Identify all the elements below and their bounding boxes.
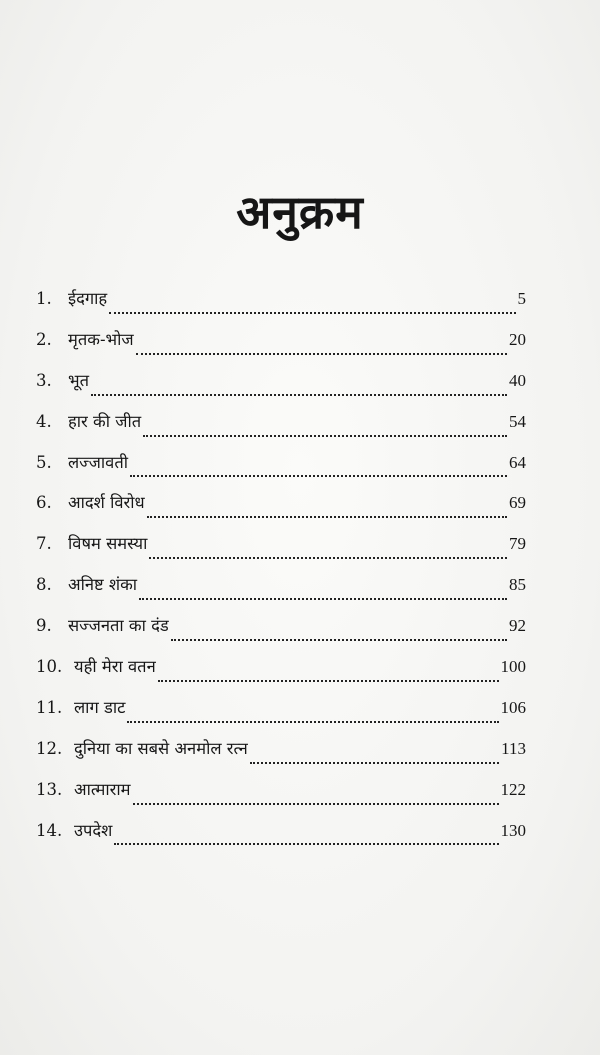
toc-entry-title: भूत [68, 370, 90, 390]
dot-leader [130, 475, 507, 477]
toc-entry [36, 736, 526, 777]
toc-entry-title: दुनिया का सबसे अनमोल रत्न [74, 738, 248, 758]
toc-entry-title: लाग डाट [74, 697, 126, 717]
toc-entry-title: उपदेश [74, 820, 113, 840]
toc-entry-number: 10. [36, 657, 63, 677]
dot-leader [149, 557, 507, 559]
toc-entry [36, 450, 526, 491]
toc-entry [36, 286, 526, 327]
toc-entry-title: सज्जनता का दंड [68, 616, 169, 636]
toc-entry-page-number: 40 [509, 370, 526, 390]
toc-entry-page-number: 100 [500, 657, 526, 677]
toc-entry-number: 14. [36, 820, 63, 840]
toc-entry-title: आदर्श विरोध [68, 493, 145, 513]
dot-leader [158, 680, 499, 682]
toc-entry-page-number: 122 [500, 779, 526, 799]
toc-entry-number: 5. [36, 452, 52, 472]
toc-entry [36, 327, 526, 368]
dot-leader [136, 353, 507, 355]
toc-entry-title: ईदगाह [68, 289, 108, 308]
toc-entry-page-number: 130 [500, 820, 526, 840]
dot-leader [171, 639, 507, 641]
toc-entry [36, 654, 526, 695]
dot-leader [91, 394, 507, 396]
toc-entry-page-number: 92 [509, 616, 526, 636]
toc-entry-title: लज्जावती [68, 452, 128, 472]
dot-leader [250, 762, 499, 764]
toc-entry-number: 3. [36, 370, 52, 390]
toc-entry [36, 409, 526, 450]
toc-entry-number: 4. [36, 411, 52, 431]
toc-entry-number: 6. [36, 493, 52, 513]
dot-leader [109, 312, 515, 314]
toc-entry [36, 777, 526, 818]
toc-entry-title: मृतक-भोज [68, 329, 134, 349]
toc-entry-page-number: 79 [509, 534, 526, 554]
toc-entry [36, 818, 526, 859]
toc-entry-number: 13. [36, 779, 63, 799]
toc-entry-number: 9. [36, 616, 52, 636]
toc-entry-page-number: 85 [509, 575, 526, 595]
toc-entry-page-number: 64 [509, 452, 526, 472]
dot-leader [143, 435, 507, 437]
page-title: अनुक्रम [236, 185, 364, 239]
toc-entry [36, 490, 526, 531]
toc-entry-page-number: 20 [509, 329, 526, 349]
toc-entry-number: 2. [36, 329, 52, 349]
toc-entry [36, 572, 526, 613]
toc-entry [36, 368, 526, 409]
toc-entry-number: 8. [36, 575, 52, 595]
toc-entry-number: 11. [36, 697, 63, 717]
toc-entry-page-number: 69 [509, 493, 526, 513]
toc-entry-title: अनिष्ट शंका [68, 575, 138, 595]
toc-entry [36, 613, 526, 654]
toc-entry-page-number: 5 [517, 289, 526, 308]
toc-entry [36, 695, 526, 736]
toc-entry-number: 12. [36, 738, 63, 758]
toc-entry-number: 7. [36, 534, 52, 554]
toc-entry-title: यही मेरा वतन [74, 657, 156, 677]
toc-entry-title: आत्माराम [74, 779, 131, 799]
dot-leader [127, 721, 498, 723]
dot-leader [114, 843, 498, 845]
toc-entry-title: विषम समस्या [68, 534, 148, 554]
dot-leader [139, 598, 507, 600]
dot-leader [147, 516, 507, 518]
toc-entry-page-number: 113 [501, 738, 526, 758]
toc-entry-page-number: 54 [509, 411, 526, 431]
table-of-contents [36, 286, 526, 858]
toc-entry [36, 531, 526, 572]
dot-leader [133, 803, 499, 805]
toc-entry-page-number: 106 [500, 697, 526, 717]
toc-entry-title: हार की जीत [68, 411, 142, 431]
toc-entry-number: 1. [36, 289, 52, 308]
